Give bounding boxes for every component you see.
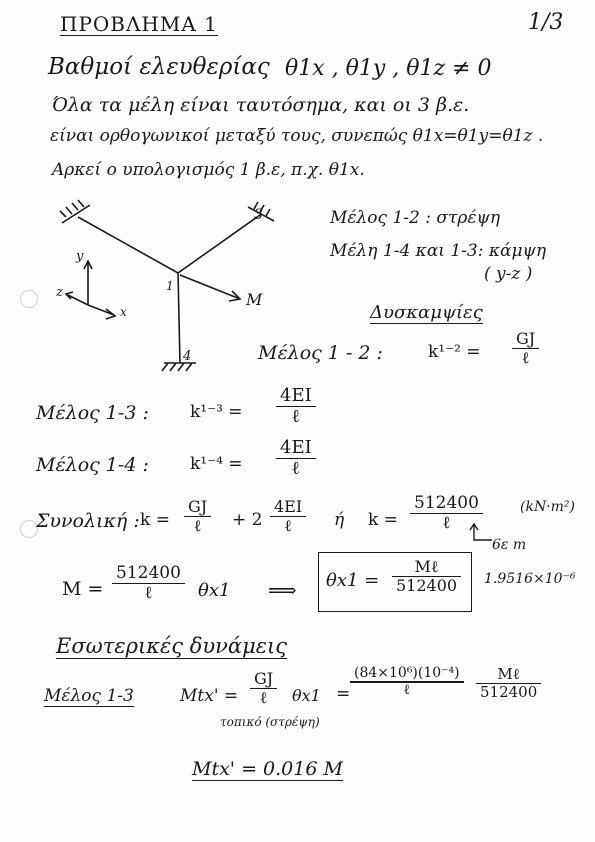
stiffness-total-den2: ℓ bbox=[284, 516, 292, 536]
intro-line-4: Αρκεί ο υπολογισμός 1 β.ε, π.χ. θ1x. bbox=[52, 160, 365, 180]
node-3-label: 3 bbox=[254, 207, 263, 223]
result-value: 1.9516×10⁻⁶ bbox=[484, 571, 576, 587]
or-word: ή bbox=[334, 510, 345, 530]
k-equals: k = bbox=[368, 510, 398, 530]
length-note-arrow bbox=[466, 522, 494, 546]
intro-line-3: είναι ορθογωνικοί μεταξύ τους, συνεπώς θ1x=θ1y=θ1z . bbox=[50, 126, 544, 146]
internal-f3-den: 512400 bbox=[480, 683, 538, 702]
internal-lhs: Mtx' = bbox=[180, 686, 239, 706]
length-note: 6ε m bbox=[492, 537, 527, 553]
axis-z-label: z bbox=[56, 285, 63, 300]
internal-member: Μέλος 1-3 bbox=[44, 686, 134, 706]
stiffness-m13-label: Μέλος 1-3 : bbox=[36, 402, 149, 424]
intro-line-2: Όλα τα μέλη είναι ταυτόσημα, και οι 3 β.ε. bbox=[52, 94, 470, 116]
internal-f1-num: GJ bbox=[254, 669, 274, 688]
node-4-label: 4 bbox=[183, 349, 192, 364]
internal-f1-den: ℓ bbox=[259, 688, 268, 708]
equilibrium-num: 512400 bbox=[116, 563, 181, 583]
stiffness-total-plus: + 2 bbox=[232, 510, 263, 530]
stiffness-heading: Δυσκαμψίες bbox=[370, 302, 483, 323]
internal-heading: Εσωτερικές δυνάμεις bbox=[56, 634, 287, 658]
result-num: Mℓ bbox=[414, 557, 439, 576]
equilibrium-fraction bbox=[112, 564, 185, 603]
result-den: 512400 bbox=[396, 576, 458, 596]
internal-f3-num: Mℓ bbox=[497, 665, 520, 683]
stiffness-total-frac1 bbox=[184, 498, 211, 535]
members-1-4-1-3-note: Μέλη 1-4 και 1-3: κάμψη bbox=[330, 241, 547, 261]
internal-result: Mtx' = 0.016 M bbox=[192, 758, 343, 780]
k-num: 512400 bbox=[414, 493, 479, 513]
binder-hole-top bbox=[20, 290, 38, 308]
axis-y-label: y bbox=[76, 249, 84, 264]
internal-note: τοπικό (στρέψη) bbox=[220, 715, 320, 729]
stiffness-m14-k: k¹⁻⁴ = bbox=[190, 454, 243, 474]
internal-frac3 bbox=[476, 666, 541, 701]
stiffness-m13-fraction bbox=[276, 386, 316, 427]
internal-frac2 bbox=[350, 666, 464, 698]
result-fraction bbox=[392, 558, 461, 595]
member-1-2-note: Μέλος 1-2 : στρέψη bbox=[330, 208, 501, 228]
k-units: (kN·m²) bbox=[520, 499, 575, 515]
equilibrium-lhs: M = bbox=[62, 578, 104, 600]
stiffness-m12-den: ℓ bbox=[521, 348, 530, 368]
stiffness-m14-den: ℓ bbox=[291, 458, 301, 480]
stiffness-m14-fraction bbox=[276, 438, 316, 479]
moment-label: M bbox=[246, 290, 263, 309]
internal-theta: θx1 bbox=[292, 686, 321, 705]
axis-x-label: x bbox=[120, 305, 127, 319]
stiffness-m12-num: GJ bbox=[516, 329, 536, 348]
bending-plane: ( y-z ) bbox=[484, 264, 533, 284]
k-den: ℓ bbox=[442, 513, 451, 534]
internal-f2-num: (84×10⁶)(10⁻⁴) bbox=[354, 665, 460, 681]
stiffness-m12-fraction bbox=[512, 330, 539, 367]
stiffness-m14-num: 4EI bbox=[280, 437, 312, 458]
stiffness-m12-label: Μέλος 1 - 2 : bbox=[258, 342, 383, 364]
internal-eq: = bbox=[336, 684, 351, 704]
stiffness-m13-num: 4EI bbox=[280, 385, 312, 406]
stiffness-total-num2: 4EI bbox=[274, 497, 303, 516]
problem-title: ΠΡΟΒΛΗΜΑ 1 bbox=[60, 12, 218, 36]
result-lhs: θx1 = bbox=[326, 570, 380, 591]
page-number: 1/3 bbox=[528, 10, 564, 35]
stiffness-m14-label: Μέλος 1-4 : bbox=[36, 454, 149, 476]
stiffness-m13-den: ℓ bbox=[291, 406, 301, 428]
internal-frac1 bbox=[250, 670, 277, 707]
stiffness-m13-k: k¹⁻³ = bbox=[190, 402, 243, 422]
stiffness-m12-k: k¹⁻² = bbox=[428, 342, 481, 362]
equilibrium-den: ℓ bbox=[144, 583, 153, 604]
internal-f2-den: ℓ bbox=[403, 681, 411, 698]
intro-line-1-math: θ1x , θ1y , θ1z ≠ 0 bbox=[285, 56, 492, 81]
intro-line-1: Βαθμοί ελευθερίας bbox=[48, 54, 270, 80]
node-1-label: 1 bbox=[166, 279, 174, 293]
stiffness-total-num1: GJ bbox=[188, 497, 208, 516]
implies-arrow: ⟹ bbox=[268, 578, 297, 602]
stiffness-total-den1: ℓ bbox=[193, 516, 202, 536]
stiffness-total-label: Συνολική : bbox=[36, 510, 140, 532]
stiffness-total-k: k = bbox=[140, 510, 170, 530]
equilibrium-theta: θx1 bbox=[198, 580, 231, 601]
stiffness-total-frac2 bbox=[270, 498, 306, 535]
